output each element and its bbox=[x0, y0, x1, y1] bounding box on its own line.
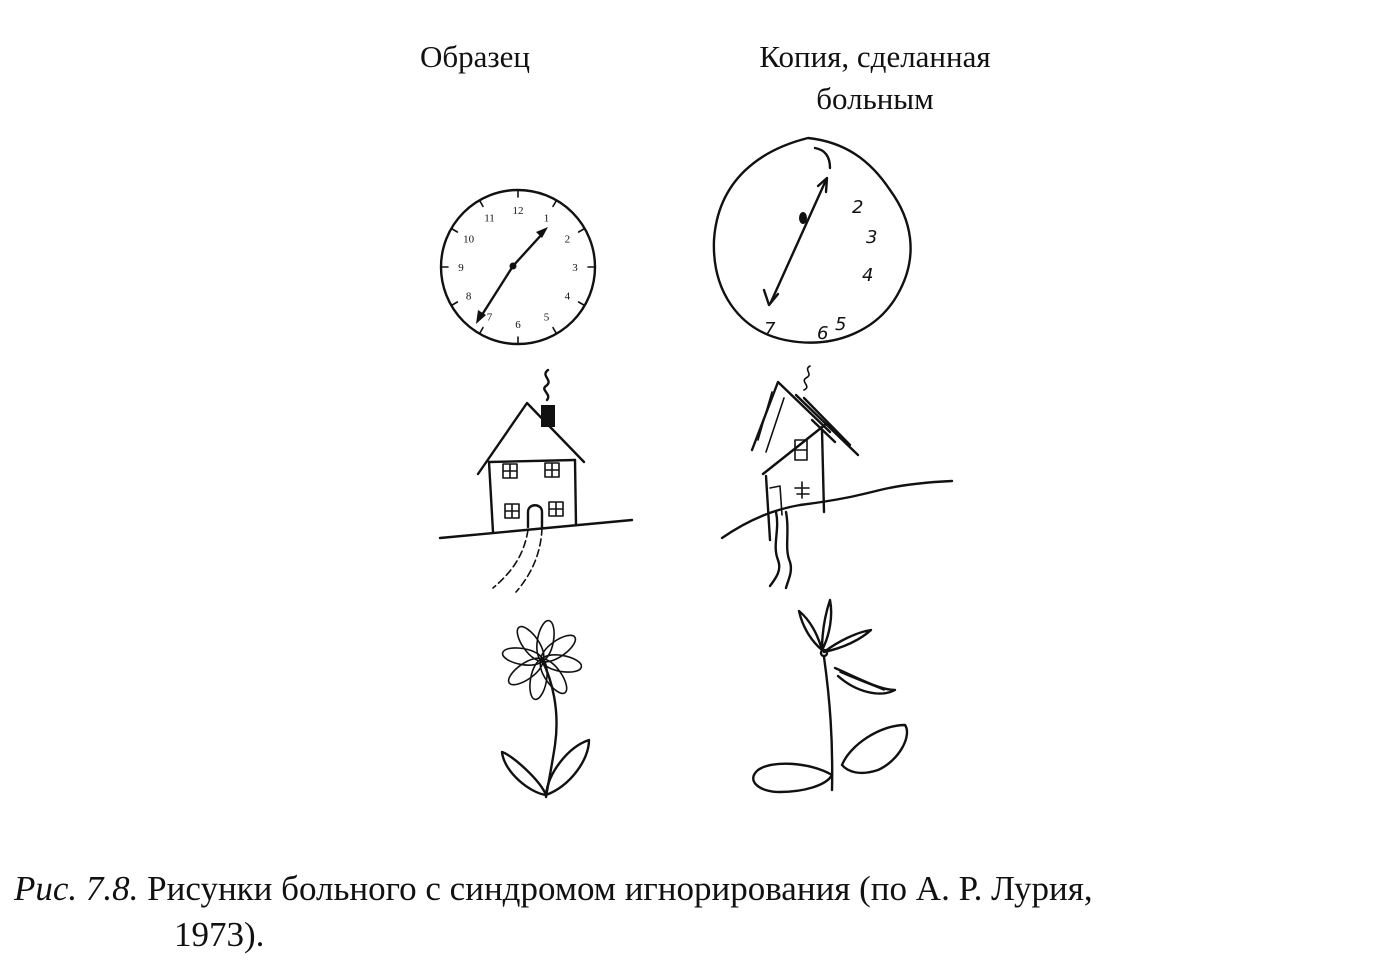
sample-clock-tick bbox=[579, 302, 585, 306]
sample-house-eave bbox=[489, 460, 575, 462]
sample-column-header: Образец bbox=[419, 39, 530, 74]
copy-clock-num-2: 2 bbox=[852, 197, 864, 218]
sample-clock-center bbox=[510, 263, 517, 270]
sample-clock-tick bbox=[451, 229, 457, 233]
sample-house-ground bbox=[440, 520, 632, 538]
sample-house-path bbox=[493, 528, 542, 592]
sample-house-roof bbox=[478, 403, 584, 474]
sample-flower bbox=[501, 619, 589, 797]
sample-flower-leaf-left bbox=[502, 752, 546, 795]
sample-clock-tick bbox=[480, 328, 484, 334]
sample-clock-number: 2 bbox=[564, 233, 571, 246]
sample-clock-hand-short bbox=[513, 233, 543, 266]
sample-clock-number: 12 bbox=[512, 205, 524, 217]
copy-flower-stem bbox=[824, 657, 832, 790]
sample-clock-arrow-short bbox=[536, 227, 548, 238]
sample-clock-number: 9 bbox=[458, 262, 464, 274]
copy-clock-num-5: 5 bbox=[835, 314, 847, 335]
copy-flower-petal-top bbox=[822, 600, 831, 650]
copy-clock-num-4: 4 bbox=[862, 265, 874, 286]
copy-flower-leaf-right bbox=[842, 725, 907, 773]
copy-house-window-bottom bbox=[795, 482, 809, 498]
sample-clock-number: 1 bbox=[543, 212, 550, 225]
copy-flower-petal-left bbox=[799, 611, 822, 650]
sample-clock bbox=[441, 190, 595, 344]
sample-clock-number: 8 bbox=[465, 290, 472, 303]
figure-caption bbox=[14, 866, 1384, 958]
copy-house-smoke bbox=[804, 366, 810, 390]
copy-clock-num-3: 3 bbox=[866, 227, 878, 248]
copy-flower-leaf-vein bbox=[840, 672, 884, 690]
copy-flower bbox=[753, 600, 907, 792]
copy-house-path bbox=[770, 512, 791, 588]
copy-house bbox=[722, 366, 952, 588]
copy-header-line2: больным bbox=[816, 81, 934, 116]
copy-clock-hand bbox=[771, 180, 826, 302]
caption-label: Рис. 7.8. bbox=[14, 869, 139, 908]
copy-flower-leaf-left bbox=[753, 764, 832, 792]
copy-flower-leaf-side bbox=[835, 668, 895, 694]
sample-clock-tick bbox=[579, 229, 585, 233]
copy-header-line1: Копия, сделанная bbox=[759, 39, 991, 74]
sample-clock-number: 5 bbox=[543, 311, 550, 324]
copy-clock-face bbox=[714, 138, 911, 343]
sample-clock-tick bbox=[553, 328, 557, 334]
sample-clock-number: 4 bbox=[564, 290, 571, 303]
caption-text-line2: 1973). bbox=[174, 915, 265, 954]
sample-clock-number: 11 bbox=[484, 212, 495, 225]
copy-house-ground bbox=[722, 481, 952, 538]
sample-clock-number: 3 bbox=[572, 262, 578, 274]
caption-text-line1: Рисунки больного с синдромом игнорирования (по А. Р. Лурия, bbox=[147, 869, 1093, 908]
sample-house-windows bbox=[503, 463, 563, 518]
sample-house bbox=[440, 370, 632, 592]
sample-clock-numbers bbox=[458, 205, 578, 331]
sample-house-smoke bbox=[544, 370, 548, 400]
copy-clock bbox=[714, 138, 911, 344]
sample-house-walls bbox=[489, 460, 576, 532]
sample-clock-hand-long bbox=[480, 266, 513, 318]
sample-house-door bbox=[528, 505, 542, 527]
sample-clock-number: 7 bbox=[486, 311, 493, 324]
sample-clock-tick bbox=[451, 302, 457, 306]
copy-flower-petal-right bbox=[824, 630, 871, 652]
sample-clock-tick bbox=[553, 200, 557, 206]
copy-clock-top-mark bbox=[815, 148, 830, 168]
copy-clock-num-6: 6 bbox=[817, 323, 829, 344]
copy-house-roof-right bbox=[796, 395, 858, 455]
sample-clock-number: 6 bbox=[515, 319, 521, 331]
sample-clock-tick bbox=[480, 200, 484, 206]
sample-clock-number: 10 bbox=[463, 233, 475, 246]
copy-clock-num-7: 7 bbox=[764, 319, 776, 340]
copy-clock-center bbox=[799, 212, 807, 224]
sample-flower-stem bbox=[542, 660, 557, 797]
